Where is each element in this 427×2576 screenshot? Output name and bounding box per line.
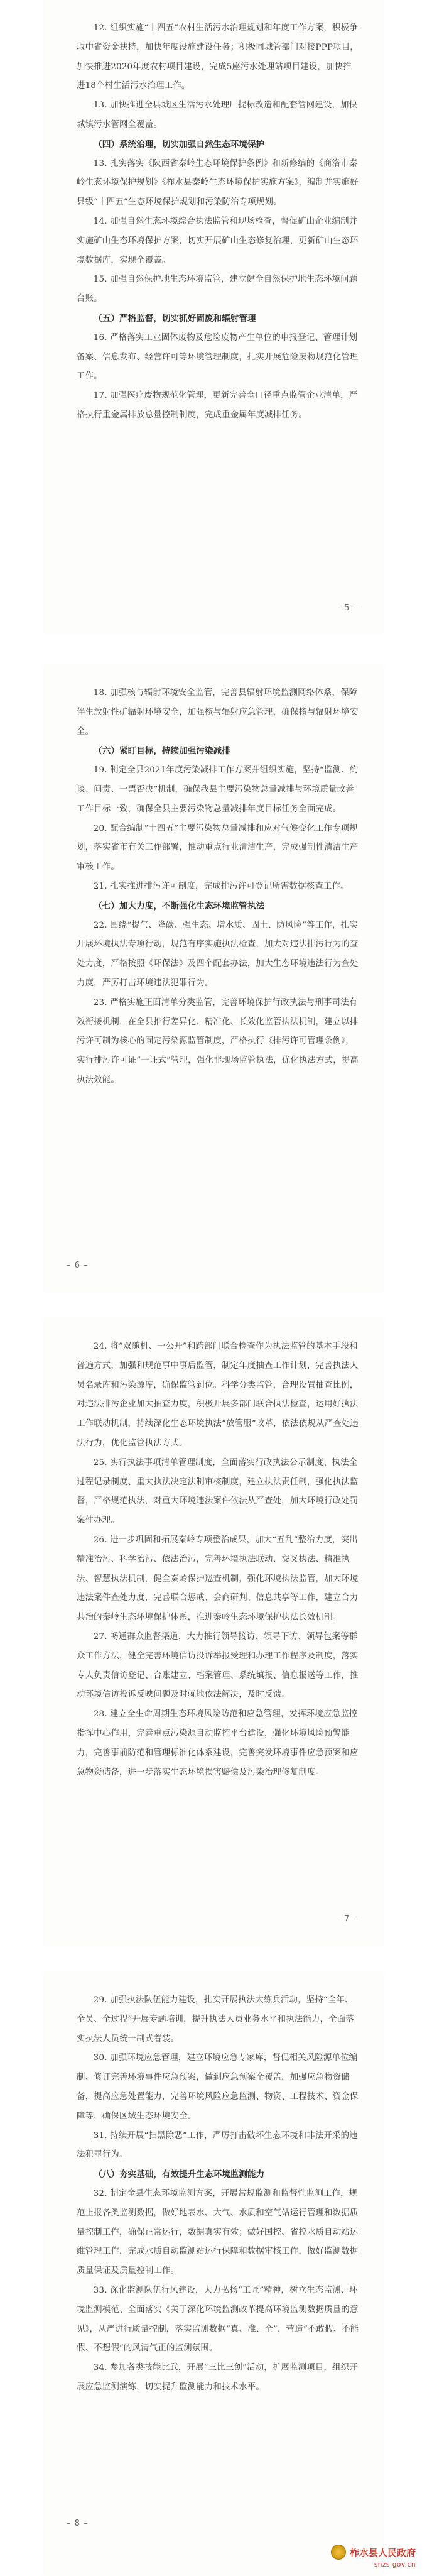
body-paragraph: 27. 畅通群众监督渠道，大力推行领导接访、领导下访、领导包案等群众工作方法，健全完善环境信访投诉举报受理和办理工作程序及制度，落实专人负责信访登记、台账建立、档案管理、系统填报、信息报送等工作，推动环境信访投诉反映问题及时就地依法解决，及时反馈。 <box>77 1631 359 1700</box>
body-paragraph: 31. 持续开展“扫黑除恶”工作，严厉打击破坏生态环境和非法开采的违法犯罪行为。 <box>77 2130 358 2160</box>
page-content <box>77 19 359 425</box>
page-number: – 8 – <box>67 2519 89 2528</box>
section-heading: （四）系统治理，切实加强自然生态环境保护 <box>94 139 265 150</box>
page-7 <box>44 1318 383 1947</box>
page-gap <box>0 635 427 665</box>
page-gap <box>0 1293 427 1318</box>
page-number: – 6 – <box>67 1261 89 1270</box>
page-6 <box>44 665 383 1293</box>
body-paragraph: 23. 严格实施正面清单分类监管，完善环境保护行政执法与刑事司法有效衔接机制，在全县推行差异化、精准化、长效化监管执法机制，建立以排污许可制为核心的固定污染源监管制度，严格执行《排污许可管理条例》，实行排污许可证“一证式”管理，强化非现场监管执法，优化执法方式，提高执法效能。 <box>77 997 359 1085</box>
section-heading: （七）加大力度，不断强化生态环境监管执法 <box>94 901 265 911</box>
page-5 <box>44 0 383 635</box>
body-paragraph: 18. 加强核与辐射环境安全监管，完善县辐射环境监测网络体系，保障伴生放射性矿辐射环境安全，加强核与辐射应急管理，确保核与辐射环境安全。 <box>77 688 359 737</box>
body-paragraph: 32. 制定全县生态环境监测方案，开展常规监测和监督性监测工作，规范上报各类监测数据，做好地表水、大气、水质和空气站运行管理和数据质量控制工作，确保正常运行，数据真实有效；做好国控、省控水质自动站运维管理工作，完成水质自动监测站运行保障和数据审核工作，做好监测数据质量保证及质量控制工作。 <box>77 2188 359 2276</box>
body-paragraph: 29. 加强执法队伍能力建设，扎实开展执法大练兵活动，坚持“全年、全员、全过程”开展专题培训，提升执法人员业务水平和执法能力，全面落实执法人员统一制式着装。 <box>77 1995 354 2044</box>
body-paragraph: 21. 扎实推进排污许可制度，完成排污许可登记所需数据核查工作。 <box>93 881 349 891</box>
body-paragraph: 33. 深化监测队伍行风建设，大力弘扬“工匠”精神，树立生态监测、环境监测模范、全面落实《关于深化环境监测改革提高环境监测数据质量的意见》，从严进行质量控制，落实监测数据“真、准、全”，营造“不敢假、不能假、不想假”的风清气正的监测氛围。 <box>77 2285 359 2354</box>
body-paragraph: 15. 加强自然保护地生态环境监管，建立健全自然保护地生态环境问题台账。 <box>77 275 358 304</box>
page-content <box>77 684 359 1090</box>
page-content <box>77 1991 359 2398</box>
page-content <box>77 1337 359 1782</box>
body-paragraph: 16. 严格落实工业固体废物及危险废物产生单位的申报登记、管理计划备案、信息发布、经营许可等环境管理制度，扎实开展危险废物规范化管理工作。 <box>77 332 359 381</box>
body-paragraph: 13. 加快推进全县城区生活污水处理厂提标改造和配套管网建设，加快城镇污水管网全覆盖。 <box>77 101 358 129</box>
body-paragraph: 14. 加强自然生态环境综合执法监管和现场检查，督促矿山企业编制并实施矿山生态环境保护方案，切实开展矿山生态修复治理，更新矿山生态环境数据库，实现全覆盖。 <box>77 216 359 265</box>
section-heading: （八）夯实基础，有效提升生态环境监测能力 <box>94 2169 265 2180</box>
emblem-icon <box>331 2545 346 2560</box>
body-paragraph: 19. 制定全县2021年度污染减排工作方案并组织实施，坚持“监测、约谈、问责、一票否决”机制，确保我县主要污染物总量减排与环境质量改善工作目标一致，确保全县主要污染物总量减排年度目标任务全面完成。 <box>77 765 359 814</box>
site-watermark[interactable] <box>331 2545 416 2568</box>
body-paragraph: 12. 组织实施“十四五”农村生活污水治理规划和年度工作方案，积极争取中省资金扶持，加快年度设施建设任务；积极同城管部门对接PPP项目，加快推进2020年度农村项目建设，完成5座污水处理站项目建设，加快推进18个村生活污水治理工作。 <box>77 23 359 91</box>
body-paragraph: 28. 建立全生命周期生态环境风险防范和应急管理，发挥环境应急监控指挥中心作用，完善重点污染源自动监控平台建设，强化环境风险预警能力，完善事前防范和管理标准化体系建设，完善突发环境事件应急预案和应急物资储备，进一步落实生态环境损害赔偿及污染治理修复制度。 <box>77 1709 359 1777</box>
section-heading: （五）严格监督，切实抓好固废和辐射管理 <box>94 313 256 324</box>
page-8 <box>44 1972 383 2576</box>
section-heading: （六）紧盯目标，持续加强污染减排 <box>94 746 230 757</box>
body-paragraph: 17. 加强医疗废物规范化管理，更新完善全口径重点监管企业清单，严格执行重金属排放总量控制制度，完成重金属年度减排任务。 <box>77 391 358 420</box>
body-paragraph: 25. 实行执法事项清单管理制度，全面落实行政执法公示制度、执法全过程记录制度、重大执法决定法制审核制度，建立执法责任制，强化执法监督，严格规范执法，对重大环境违法案件依法从严查处，加大环境行政处罚案件办理。 <box>77 1457 359 1526</box>
watermark-title: 柞水县人民政府 <box>349 2546 416 2558</box>
watermark-url: snzs.gov.cn <box>374 2561 416 2568</box>
page-number: – 7 – <box>336 1914 358 1924</box>
page-gap <box>0 1947 427 1972</box>
body-paragraph: 30. 加强环境应急管理，建立环境应急专家库，督促相关风险源单位编制、修订完善环境事件应急预案，做到应急预案全覆盖，加强应急物资储备，提高应急处置能力，完善环境风险应急监测、物资、工程技术、资金保障等，确保区域生态环境安全。 <box>77 2053 359 2121</box>
page-number: – 5 – <box>336 603 358 613</box>
body-paragraph: 34. 参加各类技能比武，开展“三比三创”活动，扩展监测项目，组织开展应急监测演练，切实提升监测能力和技术水平。 <box>77 2363 358 2392</box>
body-paragraph: 26. 进一步巩固和拓展秦岭专项整治成果，加大“五乱”整治力度，突出精准治污、科学治污、依法治污，完善环境执法联动、交叉执法、精准执法、智慧执法机制，健全秦岭保护巡查机制，强化环境执法监管，加大环境违法案件查处力度，完善联合惩戒、会商研判、信息共享等工作，建立合力共治的秦岭生态环境保护体系，推进秦岭生态环境保护执法长效机制。 <box>77 1535 359 1623</box>
body-paragraph: 20. 配合编制“十四五”主要污染物总量减排和应对气候变化工作专项规划，落实省市有关工作部署，推动重点行业清洁生产，完成强制性清洁生产审核工作。 <box>77 823 359 872</box>
body-paragraph: 24. 将“双随机、一公开”和跨部门联合检查作为执法监管的基本手段和普遍方式，加强和规范事中事后监管，制定年度抽查工作计划，完善执法人员名录库和污染源库，确保监管到位。科学分类监管，合理设置抽查比例，对违法排污企业加大抽查力度，积极开展多部门联合执法检查，运用好执法工作联动机制，持续深化生态环境执法“放管服”改革，依法依规从严查处违法行为，优化监管执法方式。 <box>77 1342 359 1448</box>
body-paragraph: 13. 扎实落实《陕西省秦岭生态环境保护条例》和新修编的《商洛市秦岭生态环境保护规划》《柞水县秦岭生态环境保护实施方案》，编制并实施好县级“十四五”生态环境保护规划和污染防治专项规划。 <box>77 158 359 207</box>
body-paragraph: 22. 围绕“提气、降碳、强生态、增水质、固土、防风险”等工作，扎实开展环境执法专项行动，规范有序实施执法检查，加大对违法排污行为的查处力度，严格按照《环保法》及四个配套办法，加大生态环境违法行为查处力度，严厉打击环境违法犯罪行为。 <box>77 920 359 988</box>
